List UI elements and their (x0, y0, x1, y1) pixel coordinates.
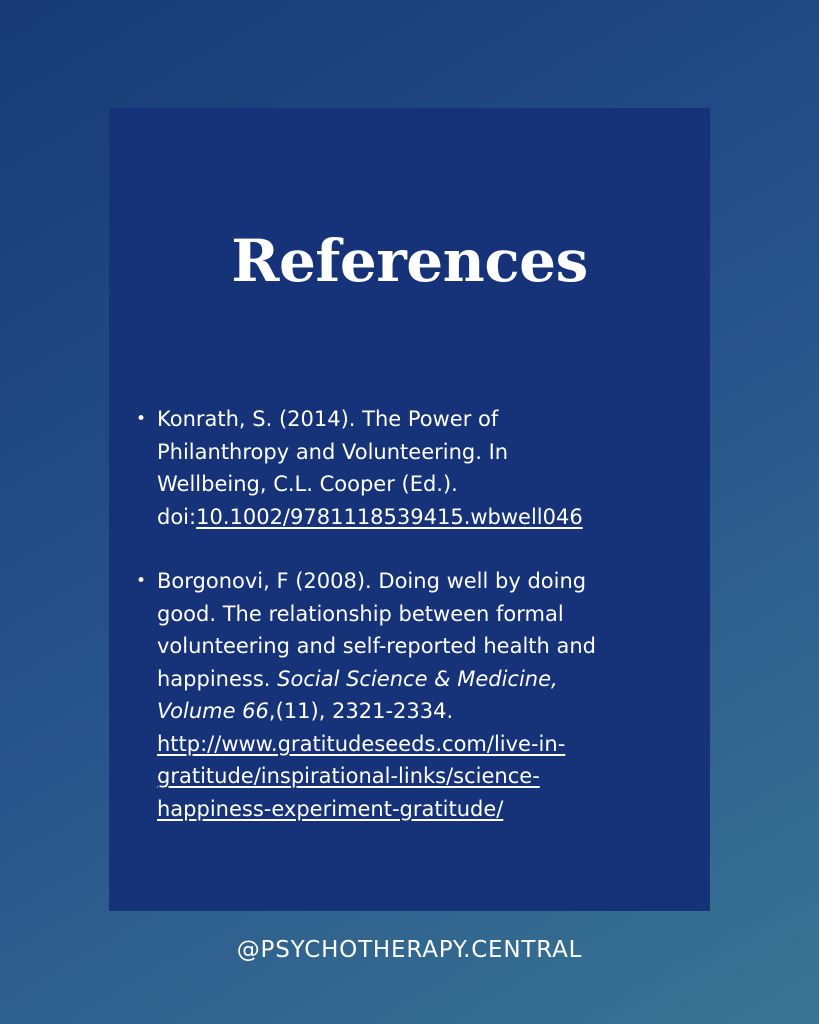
reference-item-borgonovi (136, 565, 682, 825)
reference-doi-line (157, 501, 682, 534)
reference-url-link[interactable]: happiness-experiment-gratitude/ (157, 796, 504, 821)
reference-text-line: Borgonovi, F (2008). Doing well by doing (157, 569, 587, 593)
reference-url-link[interactable]: gratitude/inspirational-links/science- (157, 764, 540, 788)
journal-name: Social Science & Medicine, (277, 666, 558, 691)
reference-plain-text: happiness. (157, 666, 278, 691)
bullet-icon: • (136, 571, 147, 591)
reference-text-line (157, 663, 682, 696)
bullet-icon: • (136, 409, 147, 429)
journal-volume: Volume 66 (157, 699, 269, 723)
reference-text-line: Wellbeing, C.L. Cooper (Ed.). (157, 472, 458, 496)
reference-item-konrath (136, 403, 682, 533)
reference-url-link[interactable]: http://www.gratitudeseeds.com/live-in- (157, 731, 566, 756)
reference-list (136, 403, 682, 825)
page-title: References (231, 227, 588, 295)
reference-plain-text: ,(11), 2321-2334. (268, 699, 454, 723)
doi-prefix: doi: (157, 504, 197, 529)
footer-handle: @PSYCHOTHERAPY.CENTRAL (236, 937, 583, 963)
reference-text-line: good. The relationship between formal (157, 601, 564, 626)
reference-text-line: Konrath, S. (2014). The Power of (157, 407, 499, 431)
doi-link[interactable]: 10.1002/9781118539415.wbwell046 (196, 504, 583, 529)
reference-text-line (157, 695, 682, 728)
reference-text-line: Philanthropy and Volunteering. In (157, 439, 509, 464)
reference-text-line: volunteering and self-reported health and (157, 634, 597, 658)
